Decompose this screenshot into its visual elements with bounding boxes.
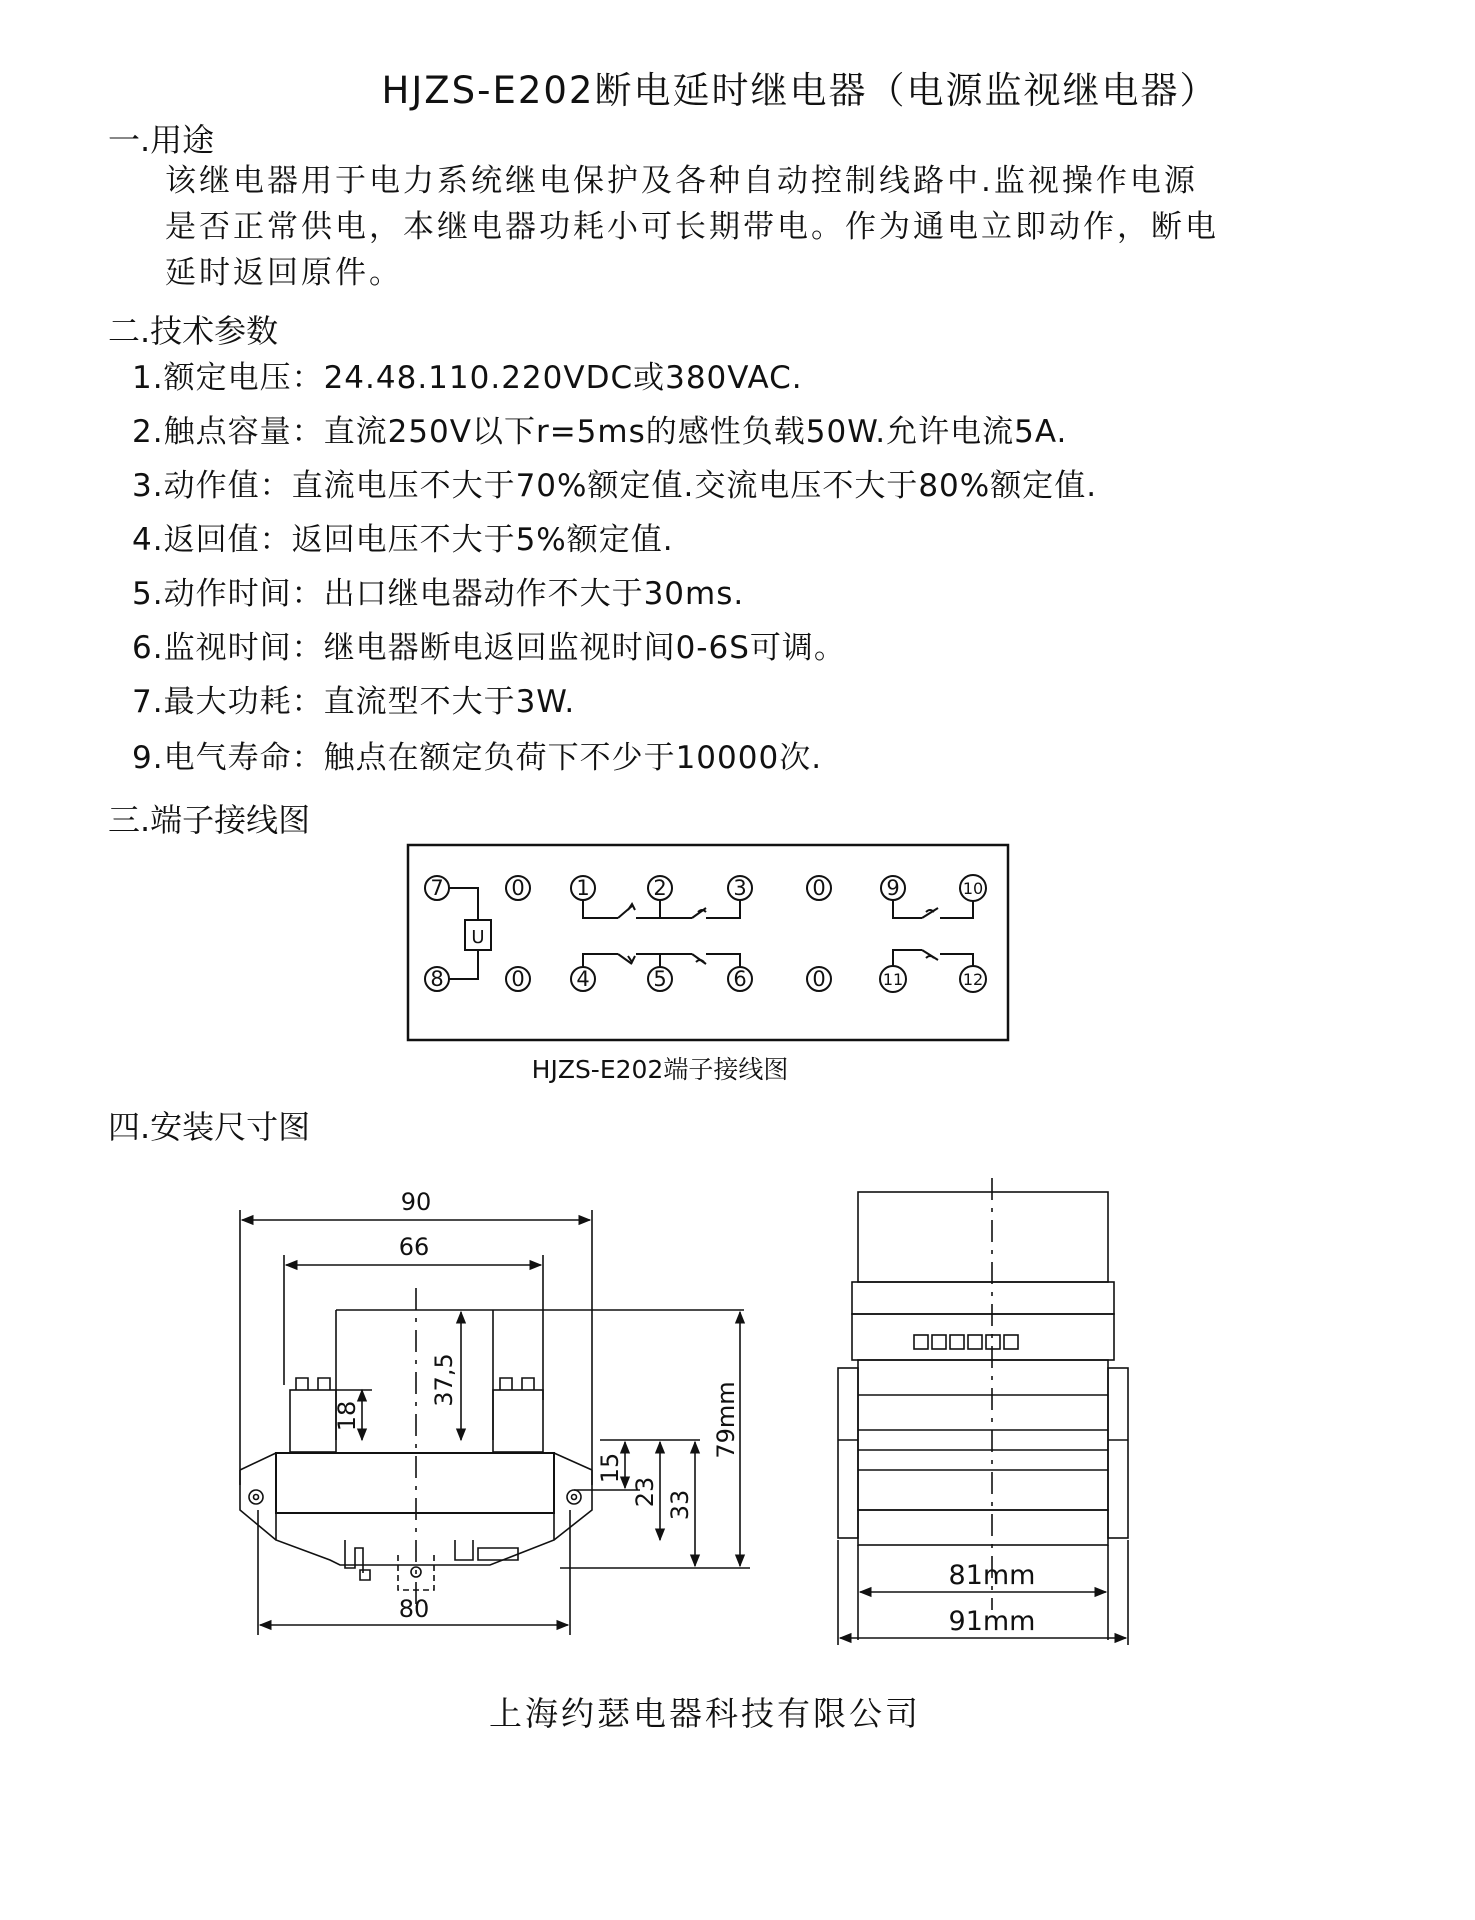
svg-text:0: 0 bbox=[812, 967, 826, 991]
dim-81mm: 81mm bbox=[948, 1560, 1036, 1591]
section-wiring-heading: 三.端子接线图 bbox=[108, 801, 311, 839]
dim-37-5: 37,5 bbox=[430, 1353, 458, 1407]
svg-text:1: 1 bbox=[576, 876, 590, 900]
dim-91mm: 91mm bbox=[948, 1606, 1036, 1637]
svg-text:7: 7 bbox=[430, 876, 444, 900]
terminal-block bbox=[493, 1390, 543, 1452]
svg-text:3: 3 bbox=[733, 876, 747, 900]
param-item: 6.监视时间：继电器断电返回监视时间0-6S可调。 bbox=[132, 630, 846, 666]
svg-text:9: 9 bbox=[886, 876, 900, 900]
svg-text:12: 12 bbox=[962, 970, 984, 989]
dim-66: 66 bbox=[398, 1233, 430, 1261]
side-view bbox=[838, 1178, 1128, 1645]
svg-text:4: 4 bbox=[576, 967, 590, 991]
dim-79mm: 79mm bbox=[712, 1381, 740, 1459]
side-window-row bbox=[914, 1335, 1018, 1349]
svg-text:0: 0 bbox=[511, 876, 525, 900]
section-params-heading: 二.技术参数 bbox=[108, 312, 279, 350]
svg-text:U: U bbox=[471, 927, 485, 948]
svg-text:6: 6 bbox=[733, 967, 747, 991]
param-item: 2.触点容量：直流250V以下r=5ms的感性负载50W.允许电流5A. bbox=[132, 414, 1068, 450]
purpose-line: 该继电器用于电力系统继电保护及各种自动控制线路中.监视操作电源 bbox=[165, 163, 1198, 199]
dim-90: 90 bbox=[400, 1188, 432, 1216]
svg-text:5: 5 bbox=[653, 967, 667, 991]
param-item: 5.动作时间：出口继电器动作不大于30ms. bbox=[132, 576, 745, 612]
param-item: 4.返回值：返回电压不大于5%额定值. bbox=[132, 522, 674, 558]
purpose-line: 是否正常供电，本继电器功耗小可长期带电。作为通电立即动作，断电 bbox=[165, 209, 1219, 245]
section-purpose-heading: 一.用途 bbox=[108, 121, 215, 159]
dim-33: 33 bbox=[666, 1489, 694, 1521]
svg-text:8: 8 bbox=[430, 967, 444, 991]
wiring-caption: HJZS-E202端子接线图 bbox=[531, 1055, 789, 1084]
svg-text:0: 0 bbox=[511, 967, 525, 991]
svg-text:10: 10 bbox=[962, 879, 984, 898]
dim-23: 23 bbox=[631, 1476, 659, 1508]
param-item: 7.最大功耗：直流型不大于3W. bbox=[132, 684, 576, 720]
svg-text:2: 2 bbox=[653, 876, 667, 900]
side-top-cover bbox=[858, 1192, 1108, 1282]
svg-text:0: 0 bbox=[812, 876, 826, 900]
param-item: 3.动作值：直流电压不大于70%额定值.交流电压不大于80%额定值. bbox=[132, 468, 1098, 504]
section-dimensions-heading: 四.安装尺寸图 bbox=[108, 1108, 311, 1146]
param-item: 1.额定电压：24.48.110.220VDC或380VAC. bbox=[132, 360, 803, 396]
dim-18: 18 bbox=[333, 1400, 361, 1432]
front-view bbox=[240, 1188, 750, 1635]
param-item: 9.电气寿命：触点在额定负荷下不少于10000次. bbox=[132, 740, 823, 776]
terminal-block bbox=[290, 1390, 336, 1452]
company-name: 上海约瑟电器科技有限公司 bbox=[489, 1694, 921, 1733]
page-title: HJZS-E202断电延时继电器（电源监视继电器） bbox=[381, 69, 1219, 112]
dim-15: 15 bbox=[596, 1452, 624, 1484]
purpose-line: 延时返回原件。 bbox=[165, 255, 403, 291]
svg-text:11: 11 bbox=[882, 970, 904, 989]
relay-body bbox=[276, 1453, 554, 1513]
dim-80: 80 bbox=[398, 1595, 430, 1623]
